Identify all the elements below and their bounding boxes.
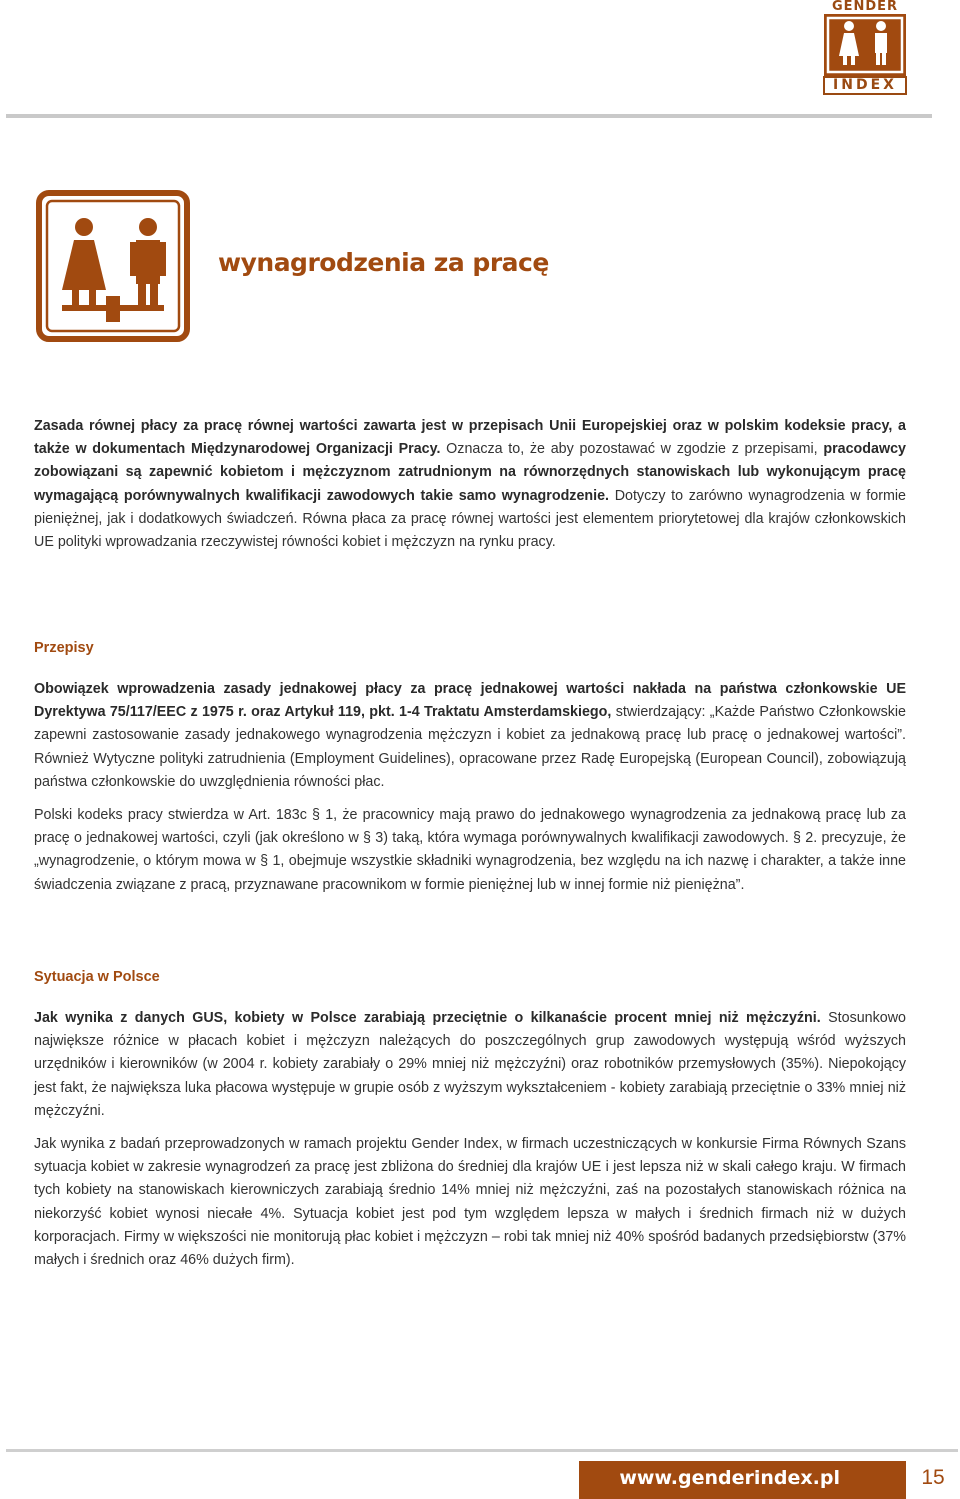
- logo-figures-icon: [824, 14, 906, 76]
- bottom-divider: [6, 1449, 958, 1452]
- gender-equality-pictogram-icon: [36, 190, 190, 342]
- sytuacja-paragraph-1: [34, 1007, 906, 1123]
- intro-bold-text: Zasada równej płacy za pracę równej wartości zawarta jest w przepisach Unii Europejskiej oraz w polskim kodeksie pracy, a także w dokumentach Międzynarodowej Organizacji Pracy.: [34, 418, 906, 458]
- przepisy-bold-text: Obowiązek wprowadzenia zasady jednakowej płacy za pracę jednakowej wartości nakłada na państwa członkowskie UE Dyrektywa 75/117/EEC z 1975 r. oraz Artykuł 119, pkt. 1-4 Traktatu Amsterdamskiego,: [34, 681, 906, 721]
- przepisy-paragraph-2: Polski kodeks pracy stwierdza w Art. 183c § 1, że pracownicy mają prawo do jednakowego wynagrodzenia za jednakową pracę lub za pracę o jednakowej wartości, czyli (jak określono w § 3) taką, która wymaga porównywalnych kwalifikacji zawodowych. § 2. precyzuje, że „wynagrodzenie, o którym mowa w § 1, obejmuje wszystkie składniki wynagrodzenia, bez względu na ich nazwę i charakter, a także inne świadczenia związane z pracą, przyznawane pracownikom w formie pieniężnej lub w innej formie niż pieniężna”.: [34, 807, 906, 893]
- section-heading-przepisy: Przepisy: [34, 640, 94, 656]
- page-number: 15: [921, 1466, 945, 1489]
- footer-url-link[interactable]: www.genderindex.pl: [619, 1467, 840, 1489]
- gender-index-logo: [822, 0, 908, 95]
- section-sytuacja-body: [34, 1007, 906, 1272]
- przepisy-paragraph-1: [34, 678, 906, 794]
- logo-bottom-text: INDEX: [823, 76, 907, 95]
- przepisy-text: stwierdzający: „Każde Państwo Członkowskie zapewni zastosowanie zasady jednakowego wynagrodzenia mężczyzn i kobiet za jednakową pracę lub pracę o jednakowej wartości”. Również Wytyczne polityki zatrudnienia (Employment Guidelines), opracowane przez Radę Europejską (European Council), zobowiązują państwa członkowskie do uwzględnienia równości płac.: [34, 704, 906, 790]
- page-title: wynagrodzenia za pracę: [218, 248, 549, 277]
- section-przepisy-body: [34, 678, 906, 897]
- section-heading-sytuacja: Sytuacja w Polsce: [34, 969, 160, 985]
- sytuacja-text: Stosunkowo największe różnice w płacach kobiet i mężczyzn należących do poszczególnych grup zawodowych występują wśród wyższych urzędników i kierowników (w 2004 r. kobiety zarabiały o 29% mniej niż mężczyźni) oraz robotników przemysłowych (35%). Niepokojący jest fakt, że największa luka płacowa występuje w grupie osób z wyższym wykształceniem - kobiety zarabiają przeciętnie o 33% mniej niż mężczyźni.: [34, 1010, 907, 1119]
- intro-text-2: Dotyczy to zarówno wynagrodzenia w formie pieniężnej, jak i dodatkowych świadczeń. Równa płaca za pracę równej wartości jest elementem priorytetowej dla krajów członkowskich UE polityki wprowadzania rzeczywistej równości kobiet i mężczyzn na rynku pracy.: [34, 487, 906, 551]
- top-divider: [6, 114, 932, 118]
- sytuacja-paragraph-2: Jak wynika z badań przeprowadzonych w ramach projektu Gender Index, w firmach uczestniczących w konkursie Firma Równych Szans sytuacja kobiet w zakresie wynagrodzeń za pracę jest zbliżona do średniej dla krajów UE i jest lepsza niż w skali całego kraju. W firmach tych kobiety na stanowiskach kierowniczych zarabiają średnio 14% mniej niż mężczyźni, zaś na pozostałych stanowiskach różnica na niekorzyść kobiet wynosi niecałe 4%. Sytuacja kobiet jest pod tym względem lepsza w małych i średnich firmach niż w dużych korporacjach. Firmy w większości nie monitorują płac kobiet i mężczyzn – robi tak mniej niż 40% spośród badanych przedsiębiorstw (37% małych i średnich oraz 46% dużych firm).: [34, 1136, 906, 1269]
- logo-top-text: GENDER: [831, 0, 899, 14]
- footer-bar: [579, 1461, 906, 1499]
- intro-paragraph: [34, 415, 906, 554]
- intro-text: Oznacza to, że aby pozostawać w zgodzie z przepisami,: [440, 441, 824, 458]
- intro-bold-text-2: pracodawcy zobowiązani są zapewnić kobietom i mężczyznom zatrudnionym na równorzędnych stanowiskach lub wykonującym pracę wymagającą porównywalnych kwalifikacji zawodowych takie samo wynagrodzenie.: [34, 441, 906, 504]
- sytuacja-bold-text: Jak wynika z danych GUS, kobiety w Polsce zarabiają przeciętnie o kilkanaście procent mniej niż mężczyźni.: [34, 1010, 821, 1026]
